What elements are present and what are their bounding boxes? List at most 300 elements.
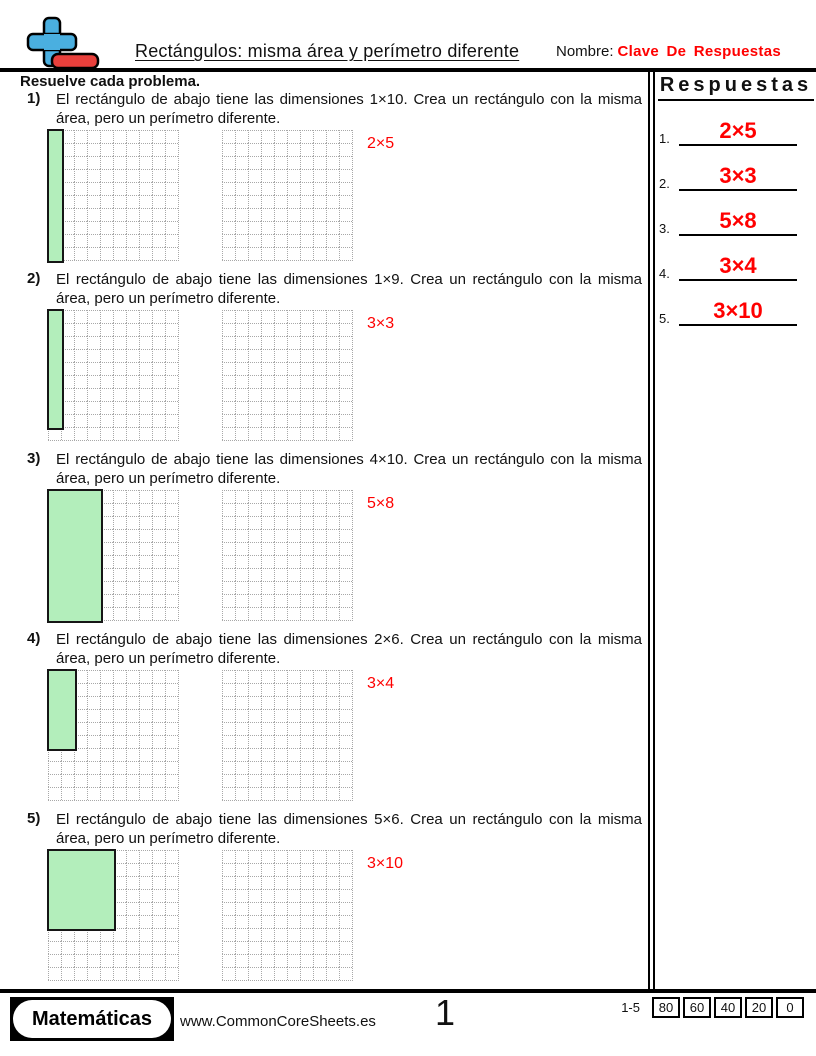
grid-cell xyxy=(100,941,113,954)
problem-answer-label: 2×5 xyxy=(367,135,395,152)
grid-cell xyxy=(287,670,300,683)
grid-cell xyxy=(313,310,326,323)
grid-cell xyxy=(152,709,165,722)
grid-cell xyxy=(113,336,126,349)
grid-cell xyxy=(287,516,300,529)
grid-cell xyxy=(326,169,339,182)
grid-cell xyxy=(300,182,313,195)
grid-cell xyxy=(326,787,339,800)
grid-cell xyxy=(152,362,165,375)
grid-cell xyxy=(313,889,326,902)
grid-cell xyxy=(165,787,178,800)
grid-cell xyxy=(287,774,300,787)
grid-cell xyxy=(261,529,274,542)
grid-cell xyxy=(100,234,113,247)
grid-cell xyxy=(300,787,313,800)
grid-cell xyxy=(139,748,152,761)
grid-cell xyxy=(313,555,326,568)
grid-cell xyxy=(139,941,152,954)
grid-cell xyxy=(126,761,139,774)
grid-cell xyxy=(313,876,326,889)
grid-cell xyxy=(152,568,165,581)
grid-cell xyxy=(248,414,261,427)
grid-cell xyxy=(152,876,165,889)
grid-cell xyxy=(126,490,139,503)
grid-cell xyxy=(261,221,274,234)
grid-cell xyxy=(152,503,165,516)
grid-cell xyxy=(339,850,352,863)
grid-cell xyxy=(261,876,274,889)
grid-cell xyxy=(87,761,100,774)
grid-cell xyxy=(87,375,100,388)
grid-cell xyxy=(165,928,178,941)
grid-cell xyxy=(165,388,178,401)
grid-cell xyxy=(339,748,352,761)
grid-cell xyxy=(235,169,248,182)
grid-cell xyxy=(235,503,248,516)
grid-cell xyxy=(235,156,248,169)
grid-cell xyxy=(235,130,248,143)
grid-cell xyxy=(87,401,100,414)
problem-text: El rectángulo de abajo tiene las dimensiones 5×6. Crea un rectángulo con la misma área, pero un perímetro diferente. xyxy=(56,811,642,847)
grid-cell xyxy=(126,362,139,375)
grid-cell xyxy=(165,568,178,581)
grid-cell xyxy=(339,182,352,195)
answer-item-1 xyxy=(655,108,815,146)
grid-cell xyxy=(235,336,248,349)
problem-2 xyxy=(25,270,647,450)
grid-cell xyxy=(222,735,235,748)
grid-cell xyxy=(313,928,326,941)
grid-cell xyxy=(300,928,313,941)
grid-cell xyxy=(274,568,287,581)
grid-cell xyxy=(326,748,339,761)
grid-cell xyxy=(139,490,152,503)
grid-cell xyxy=(222,130,235,143)
grid-cell xyxy=(287,941,300,954)
grid-cell xyxy=(222,581,235,594)
grid-cell xyxy=(248,310,261,323)
grid-cell xyxy=(274,414,287,427)
grid-cell xyxy=(165,490,178,503)
grid-cell xyxy=(274,889,287,902)
grid-cell xyxy=(261,863,274,876)
grid-cell xyxy=(139,516,152,529)
grid-cell xyxy=(313,427,326,440)
answer-value: 2×5 xyxy=(719,118,757,143)
grid-cell xyxy=(48,967,61,980)
grid-cell xyxy=(165,516,178,529)
grid-cell xyxy=(248,709,261,722)
grid-cell xyxy=(222,310,235,323)
grid-cell xyxy=(274,709,287,722)
grid-cell xyxy=(300,889,313,902)
grid-cell xyxy=(339,336,352,349)
sidebar-divider xyxy=(648,72,655,989)
grid-cell xyxy=(235,941,248,954)
grid-cell xyxy=(248,427,261,440)
grid-cell xyxy=(287,414,300,427)
grid-cell xyxy=(274,388,287,401)
grid-cell xyxy=(139,568,152,581)
problem-answer-label: 3×3 xyxy=(367,315,395,332)
grid-cell xyxy=(339,388,352,401)
grid-cell xyxy=(287,542,300,555)
grid-cell xyxy=(100,787,113,800)
grid-cell xyxy=(87,143,100,156)
grid-cell xyxy=(248,221,261,234)
grid-cell xyxy=(222,607,235,620)
problem-number: 5) xyxy=(27,810,41,827)
grid-cell xyxy=(222,863,235,876)
grid-cell xyxy=(222,247,235,260)
grid-cell xyxy=(222,902,235,915)
grid-cell xyxy=(339,735,352,748)
grid-cell xyxy=(126,182,139,195)
grid-cell xyxy=(126,208,139,221)
grid-cell xyxy=(235,876,248,889)
grid-cell xyxy=(165,414,178,427)
instructions: Resuelve cada problema. xyxy=(20,73,201,90)
grid-cell xyxy=(248,748,261,761)
grid-cell xyxy=(139,555,152,568)
grid-cell xyxy=(139,787,152,800)
grid-cell xyxy=(274,876,287,889)
grid-cell xyxy=(300,568,313,581)
grid-cell xyxy=(152,928,165,941)
grid-cell xyxy=(126,529,139,542)
grid-cell xyxy=(274,221,287,234)
grid-cell xyxy=(300,941,313,954)
grid-cell xyxy=(300,748,313,761)
grid-cell xyxy=(165,889,178,902)
grid-cell xyxy=(152,182,165,195)
grid-cell xyxy=(261,568,274,581)
grid-cell xyxy=(100,967,113,980)
grid-cell xyxy=(287,787,300,800)
problem-number: 4) xyxy=(27,630,41,647)
grid-cell xyxy=(248,902,261,915)
grid-cell xyxy=(300,310,313,323)
grid-cell xyxy=(274,516,287,529)
grid-cell xyxy=(222,709,235,722)
grid-cell xyxy=(235,967,248,980)
grid-cell xyxy=(313,761,326,774)
grid-cell xyxy=(74,336,87,349)
grid-cell xyxy=(287,928,300,941)
grid-cell xyxy=(152,761,165,774)
grid-cell xyxy=(165,902,178,915)
grid-cell xyxy=(300,323,313,336)
grid-cell xyxy=(139,967,152,980)
answer-item-4 xyxy=(655,243,815,281)
grid-cell xyxy=(261,169,274,182)
grid-cell xyxy=(126,401,139,414)
grid-cell xyxy=(313,568,326,581)
grid-cell xyxy=(139,221,152,234)
grid-cell xyxy=(235,761,248,774)
grid-cell xyxy=(313,581,326,594)
grid-cell xyxy=(339,967,352,980)
grid-cell xyxy=(139,594,152,607)
grid-cell xyxy=(165,310,178,323)
grid-cell xyxy=(126,323,139,336)
grid-cell xyxy=(248,670,261,683)
grid-cell xyxy=(74,247,87,260)
score-cell: 80 xyxy=(652,997,680,1018)
problem-answer-label: 3×10 xyxy=(367,855,404,872)
grid-cell xyxy=(152,954,165,967)
grid-cell xyxy=(287,401,300,414)
grid-cell xyxy=(113,414,126,427)
grid-cell xyxy=(287,761,300,774)
grid-cell xyxy=(235,234,248,247)
grid-cell xyxy=(313,195,326,208)
grid-cell xyxy=(152,388,165,401)
grid-cell xyxy=(113,182,126,195)
grid-cell xyxy=(152,247,165,260)
grid-cell xyxy=(222,722,235,735)
grid-cell xyxy=(274,143,287,156)
grid-cell xyxy=(274,323,287,336)
grid-cell xyxy=(274,156,287,169)
grid-cell xyxy=(248,529,261,542)
grid-cell xyxy=(339,670,352,683)
grid-cell xyxy=(326,401,339,414)
grid-cell xyxy=(248,850,261,863)
grid-cell xyxy=(235,323,248,336)
grid-cell xyxy=(274,850,287,863)
grid-cell xyxy=(261,388,274,401)
grid-cell xyxy=(139,362,152,375)
grid-cell xyxy=(61,774,74,787)
answer-number: 1. xyxy=(659,131,670,146)
grid-cell xyxy=(313,850,326,863)
grid-cell xyxy=(248,336,261,349)
problem-number: 3) xyxy=(27,450,41,467)
grid-cell xyxy=(100,670,113,683)
grid-cell xyxy=(326,247,339,260)
grid-cell xyxy=(248,941,261,954)
grid-cell xyxy=(222,362,235,375)
grid-cell xyxy=(326,427,339,440)
grid-cell xyxy=(87,670,100,683)
name-row xyxy=(556,43,781,60)
grid-cell xyxy=(248,568,261,581)
grid-cell xyxy=(248,323,261,336)
grid-cell xyxy=(313,863,326,876)
grid-cell xyxy=(74,967,87,980)
grid-cell xyxy=(222,169,235,182)
grid-cell xyxy=(287,709,300,722)
grid-cell xyxy=(222,889,235,902)
grid-cell xyxy=(274,336,287,349)
grid-cell xyxy=(139,542,152,555)
grid-cell xyxy=(326,889,339,902)
grid-cell xyxy=(126,696,139,709)
grid-cell xyxy=(74,156,87,169)
grid-cell xyxy=(139,169,152,182)
grid-cell xyxy=(274,683,287,696)
grid-cell xyxy=(222,490,235,503)
grid-cell xyxy=(235,722,248,735)
grid-cell xyxy=(261,427,274,440)
grid-cell xyxy=(313,323,326,336)
dot-grid-empty xyxy=(222,670,353,801)
grid-cell xyxy=(222,349,235,362)
grid-cell xyxy=(313,542,326,555)
grid-cell xyxy=(61,761,74,774)
page-number: 1 xyxy=(434,992,456,1033)
grid-cell xyxy=(152,169,165,182)
grid-cell xyxy=(139,529,152,542)
grid-cell xyxy=(74,169,87,182)
grid-cell xyxy=(139,182,152,195)
grid-cell xyxy=(287,169,300,182)
grid-cell xyxy=(300,336,313,349)
grid-cell xyxy=(152,208,165,221)
grid-cell xyxy=(139,208,152,221)
grid-cell xyxy=(87,414,100,427)
grid-cell xyxy=(326,954,339,967)
grid-cell xyxy=(113,323,126,336)
grid-cell xyxy=(326,143,339,156)
grid-cell xyxy=(339,234,352,247)
grid-cell xyxy=(248,195,261,208)
grid-cell xyxy=(139,954,152,967)
grid-cell xyxy=(87,130,100,143)
grid-cell xyxy=(313,414,326,427)
grid-cell xyxy=(339,902,352,915)
grid-cell xyxy=(248,143,261,156)
grid-cell xyxy=(100,414,113,427)
grid-cell xyxy=(74,401,87,414)
grid-cell xyxy=(326,349,339,362)
score-table xyxy=(621,997,804,1018)
grid-cell xyxy=(152,490,165,503)
grid-cell xyxy=(165,683,178,696)
grid-cell xyxy=(261,143,274,156)
grid-cell xyxy=(235,414,248,427)
dot-grid-given xyxy=(48,310,179,441)
grid-cell xyxy=(113,722,126,735)
grid-cell xyxy=(126,427,139,440)
grid-cell xyxy=(152,774,165,787)
grid-cell xyxy=(313,362,326,375)
grid-cell xyxy=(87,208,100,221)
grid-cell xyxy=(313,503,326,516)
grid-cell xyxy=(126,414,139,427)
grid-cell xyxy=(100,427,113,440)
grid-cell xyxy=(87,182,100,195)
dot-grid-given xyxy=(48,670,179,801)
grid-cell xyxy=(339,787,352,800)
grid-cell xyxy=(248,787,261,800)
grid-cell xyxy=(326,234,339,247)
grid-cell xyxy=(248,594,261,607)
grid-cell xyxy=(313,182,326,195)
grid-cell xyxy=(300,130,313,143)
grid-cell xyxy=(326,928,339,941)
grid-cell xyxy=(113,401,126,414)
grid-cell xyxy=(313,941,326,954)
answer-blank-line xyxy=(679,118,797,146)
grid-cell xyxy=(113,310,126,323)
grid-cell xyxy=(165,156,178,169)
grid-cell xyxy=(274,774,287,787)
grid-cell xyxy=(126,581,139,594)
grid-cell xyxy=(74,143,87,156)
grid-cell xyxy=(300,876,313,889)
grid-cell xyxy=(165,876,178,889)
grid-cell xyxy=(113,709,126,722)
grid-cell xyxy=(339,928,352,941)
grid-cell xyxy=(300,516,313,529)
grid-cell xyxy=(339,876,352,889)
grid-cell xyxy=(152,221,165,234)
grid-cell xyxy=(235,594,248,607)
grid-cell xyxy=(152,156,165,169)
grid-cell xyxy=(248,247,261,260)
grid-cell xyxy=(100,130,113,143)
grid-cell xyxy=(113,503,126,516)
grid-cell xyxy=(274,130,287,143)
grid-cell xyxy=(113,529,126,542)
grid-cell xyxy=(87,748,100,761)
grid-cell xyxy=(87,967,100,980)
grid-cell xyxy=(326,967,339,980)
grid-cell xyxy=(339,889,352,902)
grid-cell xyxy=(339,247,352,260)
grid-cell xyxy=(87,336,100,349)
grid-cell xyxy=(326,336,339,349)
grid-cell xyxy=(100,683,113,696)
grid-cell xyxy=(165,130,178,143)
grid-cell xyxy=(300,529,313,542)
brand-label: Matemáticas xyxy=(13,1000,171,1038)
grid-cell xyxy=(165,696,178,709)
grid-cell xyxy=(313,902,326,915)
grid-cell xyxy=(287,195,300,208)
grid-cell xyxy=(100,323,113,336)
grid-cell xyxy=(222,401,235,414)
grid-cell xyxy=(222,143,235,156)
grid-cell xyxy=(152,581,165,594)
grid-cell xyxy=(152,414,165,427)
grid-cell xyxy=(87,310,100,323)
grid-cell xyxy=(74,787,87,800)
grid-cell xyxy=(339,427,352,440)
grid-cell xyxy=(326,375,339,388)
grid-cell xyxy=(74,130,87,143)
grid-cell xyxy=(287,208,300,221)
grid-cell xyxy=(287,529,300,542)
grid-cell xyxy=(126,607,139,620)
grid-cell xyxy=(126,130,139,143)
grid-cell xyxy=(113,208,126,221)
grid-cell xyxy=(152,542,165,555)
grid-cell xyxy=(261,607,274,620)
grid-cell xyxy=(261,902,274,915)
grid-cell xyxy=(235,375,248,388)
grid-cell xyxy=(274,863,287,876)
given-rectangle xyxy=(47,129,64,263)
grid-cell xyxy=(274,954,287,967)
grid-cell xyxy=(152,529,165,542)
score-cell: 0 xyxy=(776,997,804,1018)
grid-cell xyxy=(300,967,313,980)
grid-cell xyxy=(261,941,274,954)
